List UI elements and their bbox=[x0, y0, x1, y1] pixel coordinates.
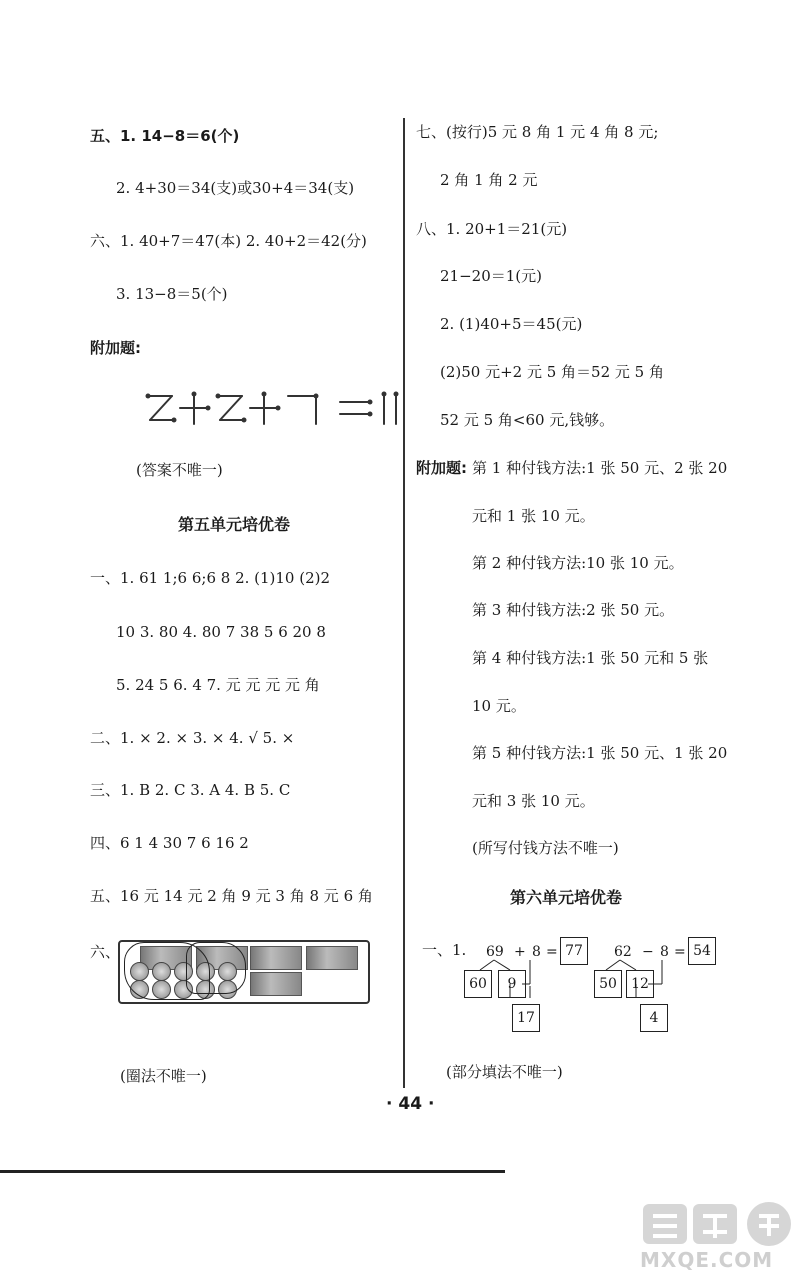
diagram2-b: 8 bbox=[660, 944, 669, 960]
bonus-label-right: 附加题: bbox=[416, 459, 467, 477]
u5-q4: 四、6 1 4 30 7 6 16 2 bbox=[90, 834, 249, 852]
u5-q6-label: 六、 bbox=[90, 943, 121, 961]
answer-6-1: 六、1. 40+7＝47(本) 2. 40+2＝42(分) bbox=[90, 232, 367, 250]
answer-8-2b: (2)50 元+2 元 5 角＝52 元 5 角 bbox=[440, 363, 664, 381]
matchstick-equation bbox=[140, 388, 405, 433]
answer-8-2c: 52 元 5 角<60 元,钱够。 bbox=[440, 411, 615, 429]
unit6-title: 第六单元培优卷 bbox=[510, 888, 623, 907]
bonus-note-left: (答案不唯一) bbox=[136, 461, 223, 479]
unit5-title: 第五单元培优卷 bbox=[178, 515, 291, 534]
circled-group bbox=[186, 942, 246, 994]
diagram2-split2-box: 12 bbox=[626, 970, 654, 998]
bonus-way4-line2: 10 元。 bbox=[472, 697, 526, 715]
answer-6-3: 3. 13−8＝5(个) bbox=[116, 285, 228, 303]
bonus-way3: 第 3 种付钱方法:2 张 50 元。 bbox=[472, 601, 675, 619]
u5-q3: 三、1. B 2. C 3. A 4. B 5. C bbox=[90, 781, 291, 799]
bonus-way4-line1: 第 4 种付钱方法:1 张 50 元和 5 张 bbox=[472, 649, 709, 667]
bonus-way1-line1: 第 1 种付钱方法:1 张 50 元、2 张 20 bbox=[472, 459, 728, 477]
diagram2-a: 62 bbox=[614, 944, 632, 960]
diagram1-b: 8 bbox=[532, 944, 541, 960]
bottom-rule bbox=[0, 1170, 505, 1173]
u6-note: (部分填法不唯一) bbox=[446, 1063, 563, 1081]
diagram2-op: − bbox=[642, 944, 654, 960]
diagram2-result-box: 54 bbox=[688, 937, 716, 965]
answer-8-2: 2. (1)40+5＝45(元) bbox=[440, 315, 583, 333]
answer-7-line2: 2 角 1 角 2 元 bbox=[440, 171, 538, 189]
u5-q1-line1: 一、1. 61 1;6 6;6 8 2. (1)10 (2)2 bbox=[90, 569, 331, 587]
diagram1-split2-box: 9 bbox=[498, 970, 526, 998]
answer-7-line1: 七、(按行)5 元 8 角 1 元 4 角 8 元; bbox=[416, 123, 659, 141]
diagram1-split1-box: 60 bbox=[464, 970, 492, 998]
diagram2-diff-box: 4 bbox=[640, 1004, 668, 1032]
bonus-way5-line1: 第 5 种付钱方法:1 张 50 元、1 张 20 bbox=[472, 744, 728, 762]
u5-q5: 五、16 元 14 元 2 角 9 元 3 角 8 元 6 角 bbox=[90, 887, 373, 905]
diagram1-op: + bbox=[514, 944, 526, 960]
u5-q2: 二、1. × 2. × 3. × 4. √ 5. × bbox=[90, 729, 295, 747]
u5-q1-line2: 10 3. 80 4. 80 7 38 5 6 20 8 bbox=[116, 623, 326, 641]
banknote-image bbox=[250, 972, 302, 996]
banknote-image bbox=[306, 946, 358, 970]
bonus-note-right: (所写付钱方法不唯一) bbox=[472, 839, 619, 857]
answer-8-1b: 21−20＝1(元) bbox=[440, 267, 542, 285]
page-number: · 44 · bbox=[386, 1094, 435, 1114]
column-divider bbox=[403, 118, 405, 1088]
u5-q1-line3: 5. 24 5 6. 4 7. 元 元 元 元 角 bbox=[116, 676, 320, 694]
answer-8-1: 八、1. 20+1＝21(元) bbox=[416, 220, 568, 238]
watermark-text: MXQE.COM bbox=[640, 1248, 774, 1272]
diagram1-a: 69 bbox=[486, 944, 504, 960]
diagram2-split1-box: 50 bbox=[594, 970, 622, 998]
diagram1-eq: = bbox=[546, 944, 558, 960]
bonus-way5-line2: 元和 3 张 10 元。 bbox=[472, 792, 595, 810]
answer-5-1: 五、1. 14−8＝6(个) bbox=[90, 127, 240, 145]
diagram1-result-box: 77 bbox=[560, 937, 588, 965]
u6-q1-label: 一、1. bbox=[422, 941, 467, 959]
banknote-image bbox=[250, 946, 302, 970]
bonus-way1-line2: 元和 1 张 10 元。 bbox=[472, 507, 595, 525]
answer-5-2: 2. 4+30＝34(支)或30+4＝34(支) bbox=[116, 179, 355, 197]
diagram2-eq: = bbox=[674, 944, 686, 960]
u5-q6-note: (圈法不唯一) bbox=[120, 1067, 207, 1085]
diagram1-sum-box: 17 bbox=[512, 1004, 540, 1032]
bonus-way2: 第 2 种付钱方法:10 张 10 元。 bbox=[472, 554, 684, 572]
bonus-label-left: 附加题: bbox=[90, 339, 141, 357]
